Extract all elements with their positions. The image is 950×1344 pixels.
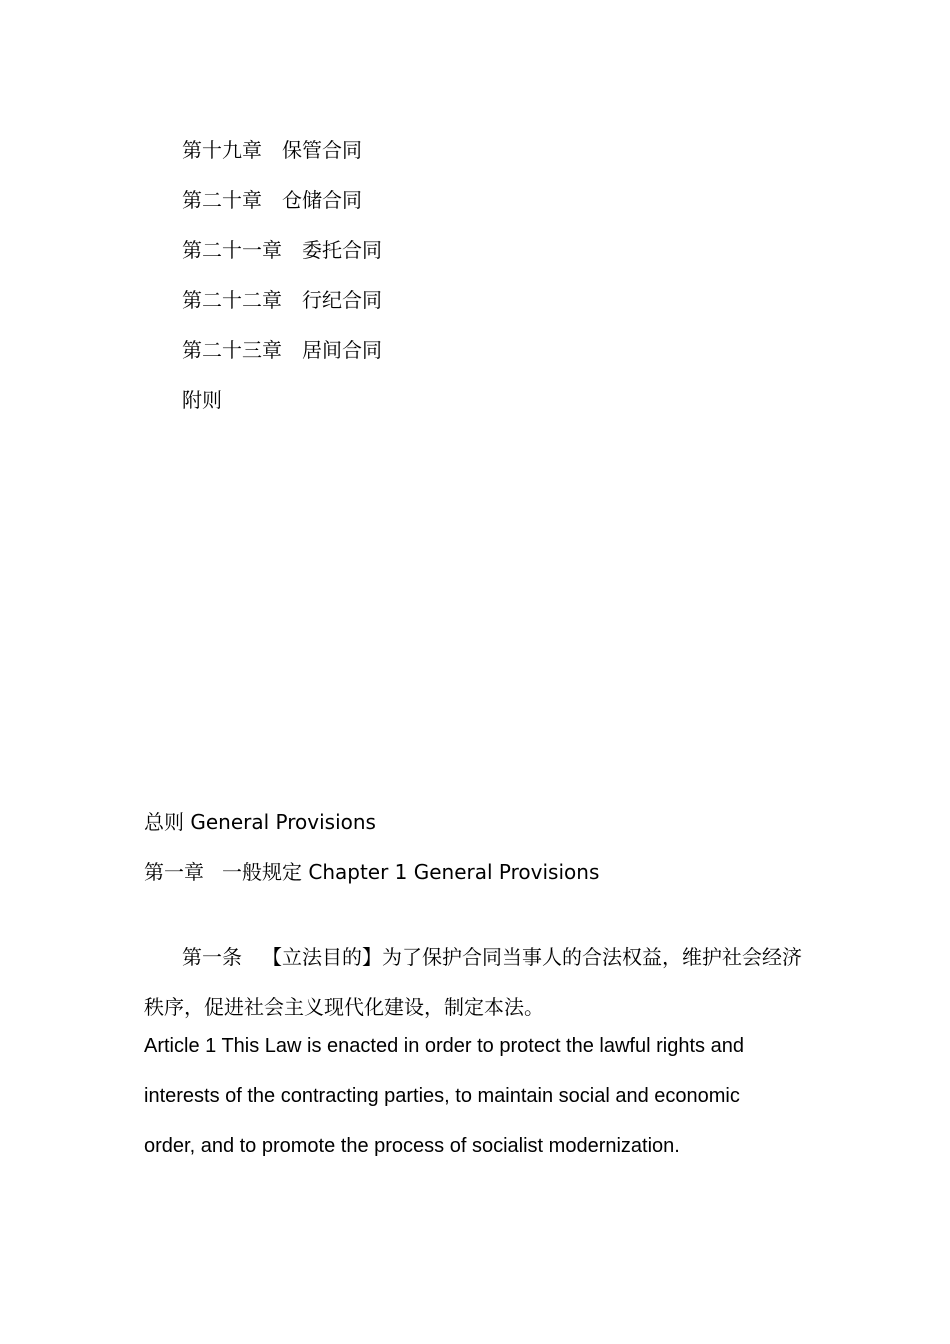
chapter-number: 第一章	[144, 860, 204, 884]
toc-item	[182, 286, 382, 336]
toc-item	[182, 136, 382, 186]
toc-chapter-title: 居间合同	[302, 338, 382, 362]
toc-chapter-title: 仓储合同	[282, 188, 362, 212]
toc-item	[182, 336, 382, 386]
toc-item	[182, 236, 382, 286]
article-label: 第一条	[182, 945, 242, 969]
article-english-line: interests of the contracting parties, to maintain social and economic	[144, 1085, 740, 1107]
toc-chapter-number: 第二十二章	[182, 288, 282, 312]
toc-chapter-number: 附则	[182, 388, 222, 412]
toc-chapter-title: 行纪合同	[302, 288, 382, 312]
toc-item	[182, 186, 382, 236]
toc-chapter-number: 第二十章	[182, 188, 262, 212]
part-heading: 总则 General Provisions	[144, 810, 376, 834]
toc-item	[182, 386, 382, 436]
article-english-line: order, and to promote the process of socialist modernization.	[144, 1135, 680, 1157]
table-of-contents	[182, 136, 382, 436]
article-1-english	[144, 1032, 784, 1182]
article-1-chinese	[144, 932, 804, 1032]
chapter-title: 一般规定 Chapter 1 General Provisions	[222, 860, 600, 884]
toc-chapter-title: 保管合同	[282, 138, 362, 162]
article-text: 【立法目的】为了保护合同当事人的合法权益，维护社会经济秩序，促进社会主义现代化建设，制定本法。	[144, 945, 802, 1019]
toc-chapter-number: 第二十三章	[182, 338, 282, 362]
toc-chapter-number: 第十九章	[182, 138, 262, 162]
article-english-line: Article 1 This Law is enacted in order to protect the lawful rights and	[144, 1035, 744, 1057]
toc-chapter-title: 委托合同	[302, 238, 382, 262]
chapter-heading	[144, 858, 599, 886]
toc-chapter-number: 第二十一章	[182, 238, 282, 262]
